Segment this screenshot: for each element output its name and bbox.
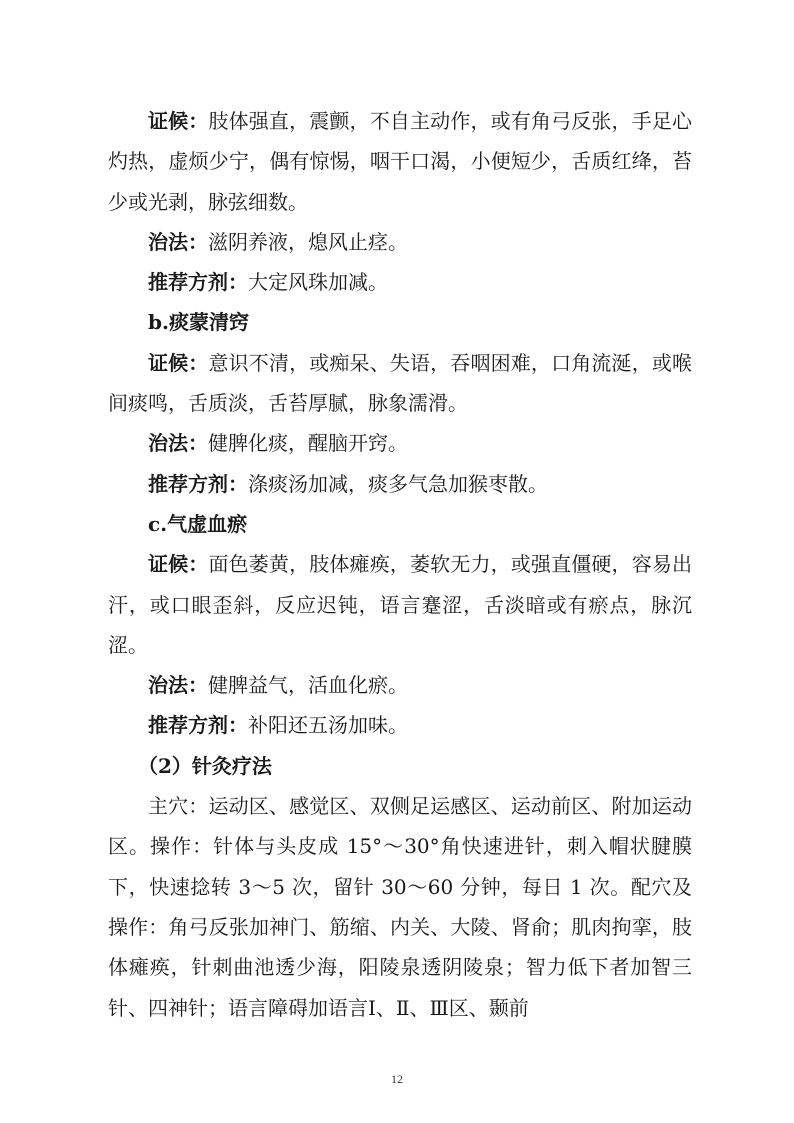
document-body xyxy=(108,101,692,1028)
prescription-label: 推荐方剂： xyxy=(148,270,248,295)
prescription-label: 推荐方剂： xyxy=(148,471,248,496)
symptoms-paragraph xyxy=(108,544,692,665)
prescription-text: 大定风珠加减。 xyxy=(248,270,388,295)
treatment-label: 治法： xyxy=(148,431,208,456)
acupuncture-heading: （2）针灸疗法 xyxy=(138,753,272,778)
symptoms-text: 肢体强直，震颤，不自主动作，或有角弓反张，手足心灼热，虚烦少宁，偶有惊惕，咽干口渴，小便短少，舌质红绛，苔少或光剥，脉弦细数。 xyxy=(108,109,693,214)
treatment-text: 健脾益气，活血化瘀。 xyxy=(208,673,408,698)
symptoms-label: 证候： xyxy=(148,552,209,577)
treatment-paragraph xyxy=(108,222,692,262)
prescription-paragraph xyxy=(108,464,692,504)
symptoms-label: 证候： xyxy=(148,109,209,133)
treatment-label: 治法： xyxy=(148,673,208,698)
treatment-paragraph xyxy=(108,665,692,705)
prescription-text: 涤痰汤加减，痰多气急加猴枣散。 xyxy=(248,471,548,496)
prescription-text: 补阳还五汤加味。 xyxy=(248,713,408,738)
section-heading-c: c.气虚血瘀 xyxy=(148,511,248,536)
treatment-paragraph xyxy=(108,423,692,463)
page-number: 12 xyxy=(391,1072,403,1086)
prescription-label: 推荐方剂： xyxy=(148,713,248,738)
acupuncture-paragraph: 主穴：运动区、感觉区、双侧足运感区、运动前区、附加运动区。操作：针体与头皮成 15°～30°角快速进针，刺入帽状腱膜下，快速捻转 3～5 次，留针 30～60 分钟，每日 1 次。配穴及操作：角弓反张加神门、筋缩、内关、大陵、肾俞；肌肉拘挛，肢体瘫痪，针刺曲池透少海，阳陵泉透阴陵泉；智力低下者加智三针、四神针；语言障碍加语言Ⅰ、Ⅱ、Ⅲ区、颞前 xyxy=(108,794,692,1020)
symptoms-text: 意识不清，或痴呆、失语，吞咽困难，口角流涎，或喉间痰鸣，舌质淡，舌苔厚腻，脉象濡滑。 xyxy=(108,350,693,416)
treatment-text: 滋阴养液，熄风止痉。 xyxy=(208,229,408,254)
symptoms-paragraph xyxy=(108,343,692,424)
symptoms-paragraph xyxy=(108,101,692,222)
symptoms-text: 面色萎黄，肢体瘫痪，萎软无力，或强直僵硬，容易出汗，或口眼歪斜，反应迟钝，语言蹇涩，舌淡暗或有瘀点，脉沉涩。 xyxy=(108,552,693,657)
prescription-paragraph xyxy=(108,705,692,745)
symptoms-label: 证候： xyxy=(148,350,209,375)
treatment-text: 健脾化痰，醒脑开窍。 xyxy=(208,431,408,456)
section-heading-b: b.痰蒙清窍 xyxy=(148,310,249,335)
prescription-paragraph xyxy=(108,262,692,302)
treatment-label: 治法： xyxy=(148,229,208,254)
